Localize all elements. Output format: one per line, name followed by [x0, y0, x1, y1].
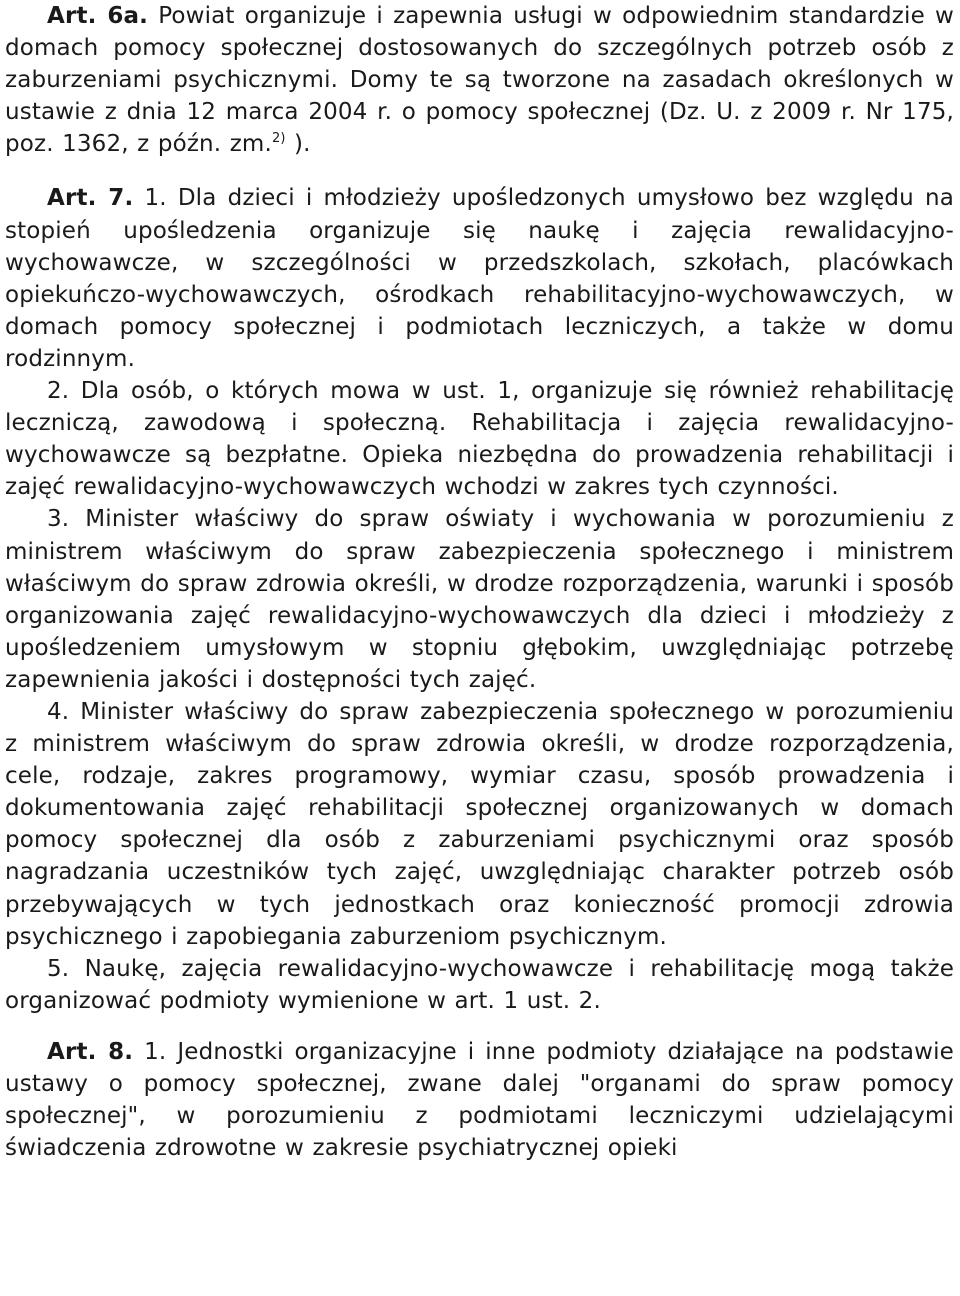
footnote-ref: 2) [271, 131, 286, 147]
art-6a-heading: Art. 6a. [47, 3, 149, 29]
art-7-paragraph-4: 4. Minister właściwy do spraw zabezpieczenia społecznego w porozumieniu z ministrem właściwym do spraw zdrowia określi, w drodze rozporządzenia, cele, rodzaje, zakres programowy, wymiar czasu, sposób prowadzenia i dokumentowania zajęć rehabilitacji społecznej organizowanych w domach pomocy społecznej dla osób z zaburzeniami psychicznymi oraz sposób nagradzania uczestników tych zajęć, uwzględniając charakter potrzeb osób przebywających w tych jednostkach oraz konieczność promocji zdrowia psychicznego i zapobiegania zaburzeniom psychicznym. [5, 698, 954, 950]
art-7-paragraph-1 [5, 182, 954, 375]
art-8-heading: Art. 8. [47, 1038, 134, 1065]
art-6a-text-end: ). [285, 131, 311, 158]
art-7-heading: Art. 7. [47, 185, 134, 212]
art-6a-paragraph [5, 0, 954, 160]
art-7-p1-text: 1. Dla dzieci i młodzieży upośledzonych umysłowo bez względu na stopień upośledzenia organizuje się naukę i zajęcia rewalidacyjno-wychowawcze, w szczególności w przedszkolach, szkołach, placówkach opiekuńczo-wychowawczych, ośrodkach rehabilitacyjno-wychowawczych, w domach pomocy społecznej i podmiotach leczniczych, a także w domu rodzinnym. [5, 185, 954, 372]
art-7-paragraph-5: 5. Naukę, zajęcia rewalidacyjno-wychowawcze i rehabilitację mogą także organizować podmioty wymienione w art. 1 ust. 2. [5, 955, 954, 1014]
section-gap [5, 1017, 954, 1036]
art-8-paragraph-1 [5, 1036, 954, 1164]
art-8-p1-text: 1. Jednostki organizacyjne i inne podmioty działające na podstawie ustawy o pomocy społecznej, zwane dalej "organami do spraw pomocy społecznej", w porozumieniu z podmiotami leczniczymi udzielającymi świadczenia zdrowotne w zakresie psychiatrycznej opieki [5, 1038, 954, 1162]
art-6a-text: Powiat organizuje i zapewnia usługi w odpowiednim standardzie w domach pomocy społecznej dostosowanych do szczególnych potrzeb osób z zaburzeniami psychicznymi. Domy te są tworzone na zasadach określonych w ustawie z dnia 12 marca 2004 r. o pomocy społecznej (Dz. U. z 2009 r. Nr 175, poz. 1362, z późn. zm. [5, 3, 955, 158]
art-7-paragraph-2: 2. Dla osób, o których mowa w ust. 1, organizuje się również rehabilitację leczniczą, zawodową i społeczną. Rehabilitacja i zajęcia rewalidacyjno-wychowawcze są bezpłatne. Opieka niezbędna do prowadzenia rehabilitacji i zajęć rewalidacyjno-wychowawczych wchodzi w zakres tych czynności. [5, 378, 954, 501]
section-gap [5, 160, 954, 182]
art-7-paragraph-3: 3. Minister właściwy do spraw oświaty i wychowania w porozumieniu z ministrem właściwym do spraw zabezpieczenia społecznego i ministrem właściwym do spraw zdrowia określi, w drodze rozporządzenia, warunki i sposób organizowania zajęć rewalidacyjno-wychowawczych dla dzieci i młodzieży z upośledzeniem umysłowym w stopniu głębokim, uwzględniając potrzebę zapewnienia jakości i dostępności tych zajęć. [5, 506, 954, 693]
